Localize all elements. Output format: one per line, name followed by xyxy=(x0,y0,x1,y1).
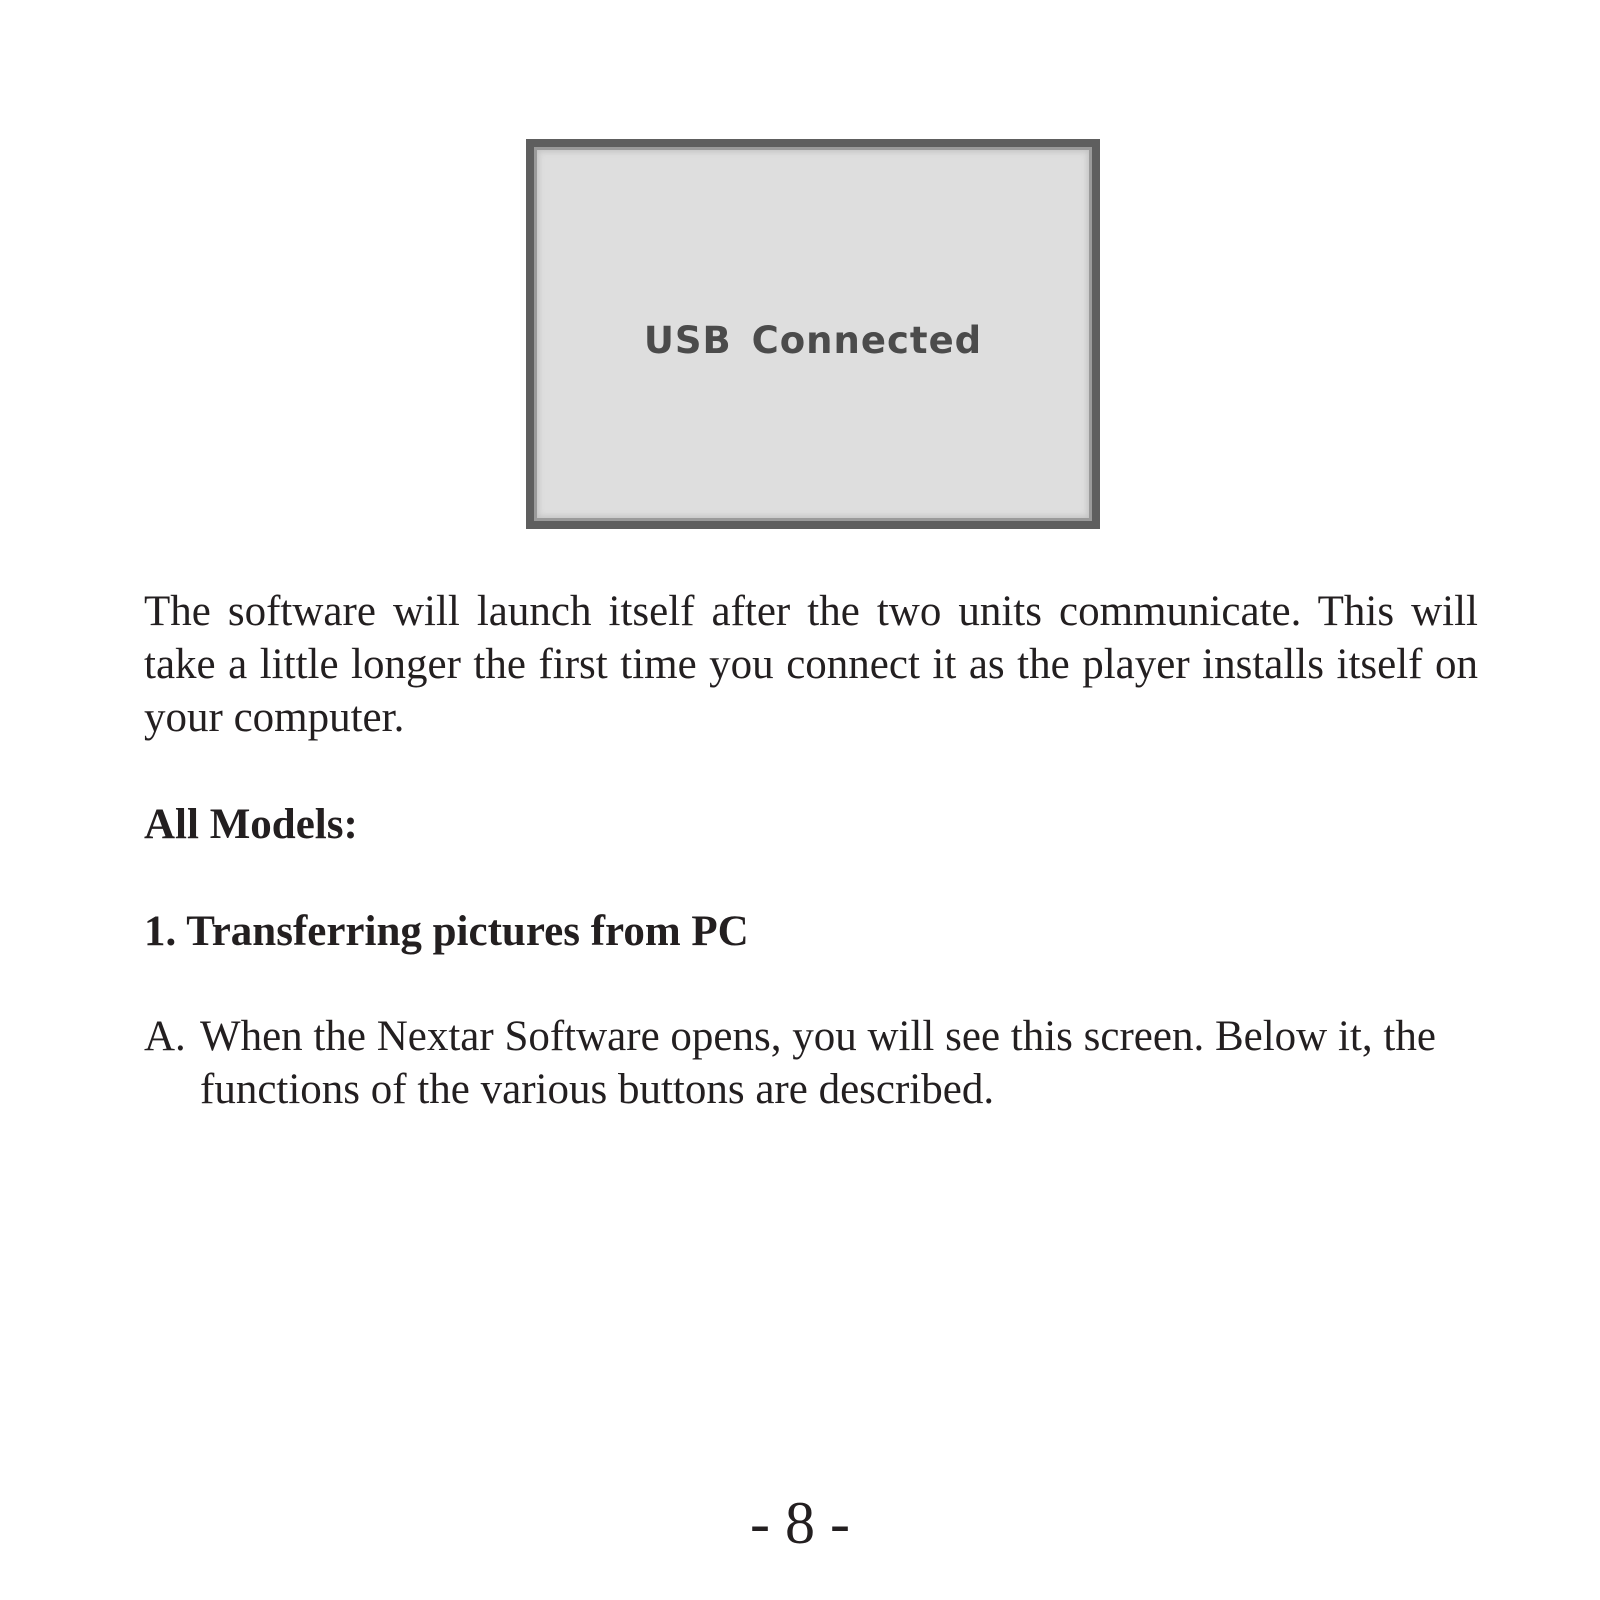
step-a xyxy=(144,1010,1478,1116)
usb-connected-label: USB Connected xyxy=(643,319,983,362)
intro-paragraph: The software will launch itself after the two units communicate. This will take a little longer the first time you connect it as the player installs itself on your computer. xyxy=(144,588,1478,741)
step-a-marker: A. xyxy=(144,1013,186,1060)
transferring-pictures-heading: 1. Transferring pictures from PC xyxy=(144,908,749,955)
all-models-heading: All Models: xyxy=(144,801,358,848)
page-number: - 8 - xyxy=(750,1490,850,1556)
step-a-text: When the Nextar Software opens, you will see this screen. Below it, the functions of the various buttons are described. xyxy=(200,1013,1436,1113)
usb-connected-screen-figure xyxy=(526,139,1100,529)
